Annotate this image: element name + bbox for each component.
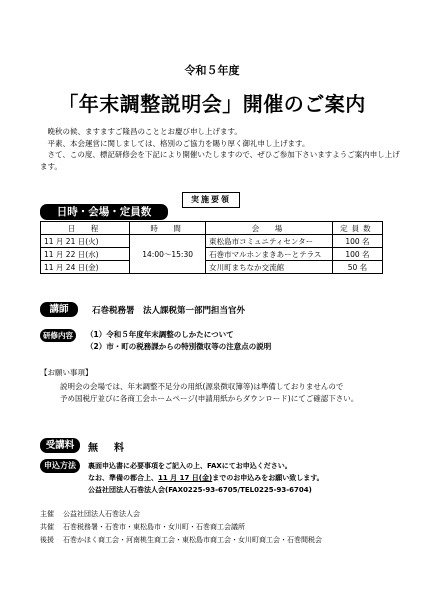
row-time: 14:00～15:30 (130, 235, 206, 274)
application-line: なお、準備の都合上、11 月 17 日(金)までのお申込みをお願い致します。 (88, 474, 324, 482)
contents-item: （2）市・町の税務課からの特別徴収等の注意点の説明 (86, 342, 272, 351)
row-venue: 女川町まちなか交流館 (206, 261, 333, 274)
row-venue: 東松島市コミュニティセンター (206, 235, 333, 248)
schedule-table (40, 221, 383, 274)
header-capacity: 定員数 (332, 222, 382, 235)
request-line: 予め国税庁並びに各商工会ホームページ(申請用紙からダウンロード)にてご確認下さい。 (60, 394, 359, 403)
intro-text (40, 126, 400, 172)
table-row (41, 261, 383, 274)
contents-label: 研修内容 (40, 329, 76, 342)
footer-host: 主催 公益社団法人石巻法人会 (40, 510, 140, 518)
fee-text: 無 料 (88, 443, 127, 454)
intro-line: 平素、本会運営に関しましては、格別のご協力を賜り厚く御礼申し上げます。 (47, 138, 310, 148)
lecturer-label: 講師 (40, 302, 78, 317)
footer-organizers (40, 508, 322, 547)
application-text (88, 460, 324, 496)
row-capacity: 50 名 (332, 261, 382, 274)
page-title: 「年末調整説明会」開催のご案内 (58, 92, 366, 116)
table-row (41, 235, 383, 248)
contents-item: （1）令和５年度年末調整のしかたについて (86, 330, 234, 339)
schedule-section-label: 日時・会場・定員数 (40, 204, 168, 220)
lecturer-text: 石巻税務署 法人課税第一部門担当官外 (92, 306, 246, 316)
header-date: 日 程 (41, 222, 130, 235)
contents-list (86, 329, 271, 353)
intro-line: さて、この度、標記研修会を下記により開催いたしますので、ぜひご参加下さいますようご案内申し上げます。 (40, 150, 400, 171)
row-venue: 石巻市マルホンまきあーとテラス (206, 248, 333, 261)
request-heading: 【お願い事項】 (40, 368, 93, 377)
implementation-heading: 実施要領 (182, 192, 240, 208)
row-capacity: 100 名 (332, 248, 382, 261)
year-label: 令和５年度 (184, 64, 240, 77)
footer-support: 後援 石巻かほく商工会・河南桃生商工会・東松島市商工会・女川町商工会・石巻間税会 (40, 536, 322, 544)
row-date: 11 月 21 日(火) (41, 235, 130, 248)
header-venue: 会 場 (206, 222, 333, 235)
header-time: 時 間 (130, 222, 206, 235)
row-capacity: 100 名 (332, 235, 382, 248)
footer-cohost: 共催 石巻税務署・石巻市・東松島市・女川町・石巻商工会議所 (40, 523, 245, 531)
application-line: 裏面申込書に必要事項をご記入の上、FAXにてお申込ください。 (88, 462, 292, 470)
application-line: 公益社団法人石巻法人会(FAX0225-93-6705/TEL0225-93-6704) (88, 486, 312, 494)
row-date: 11 月 22 日(水) (41, 248, 130, 261)
intro-line: 晩秋の候、ますますご隆昌のこととお慶び申し上げます。 (47, 127, 242, 136)
deadline-date: 11 月 17 日(金) (158, 474, 213, 482)
application-label: 申込方法 (40, 459, 80, 473)
request-line: 説明会の会場では、年末調整不足分の用紙(源泉徴収簿等)は準備しておりませんので (60, 382, 344, 391)
row-date: 11 月 24 日(金) (41, 261, 130, 274)
fee-label: 受講料 (40, 438, 80, 453)
table-row (41, 248, 383, 261)
request-body (60, 381, 390, 405)
table-header-row (41, 222, 383, 235)
